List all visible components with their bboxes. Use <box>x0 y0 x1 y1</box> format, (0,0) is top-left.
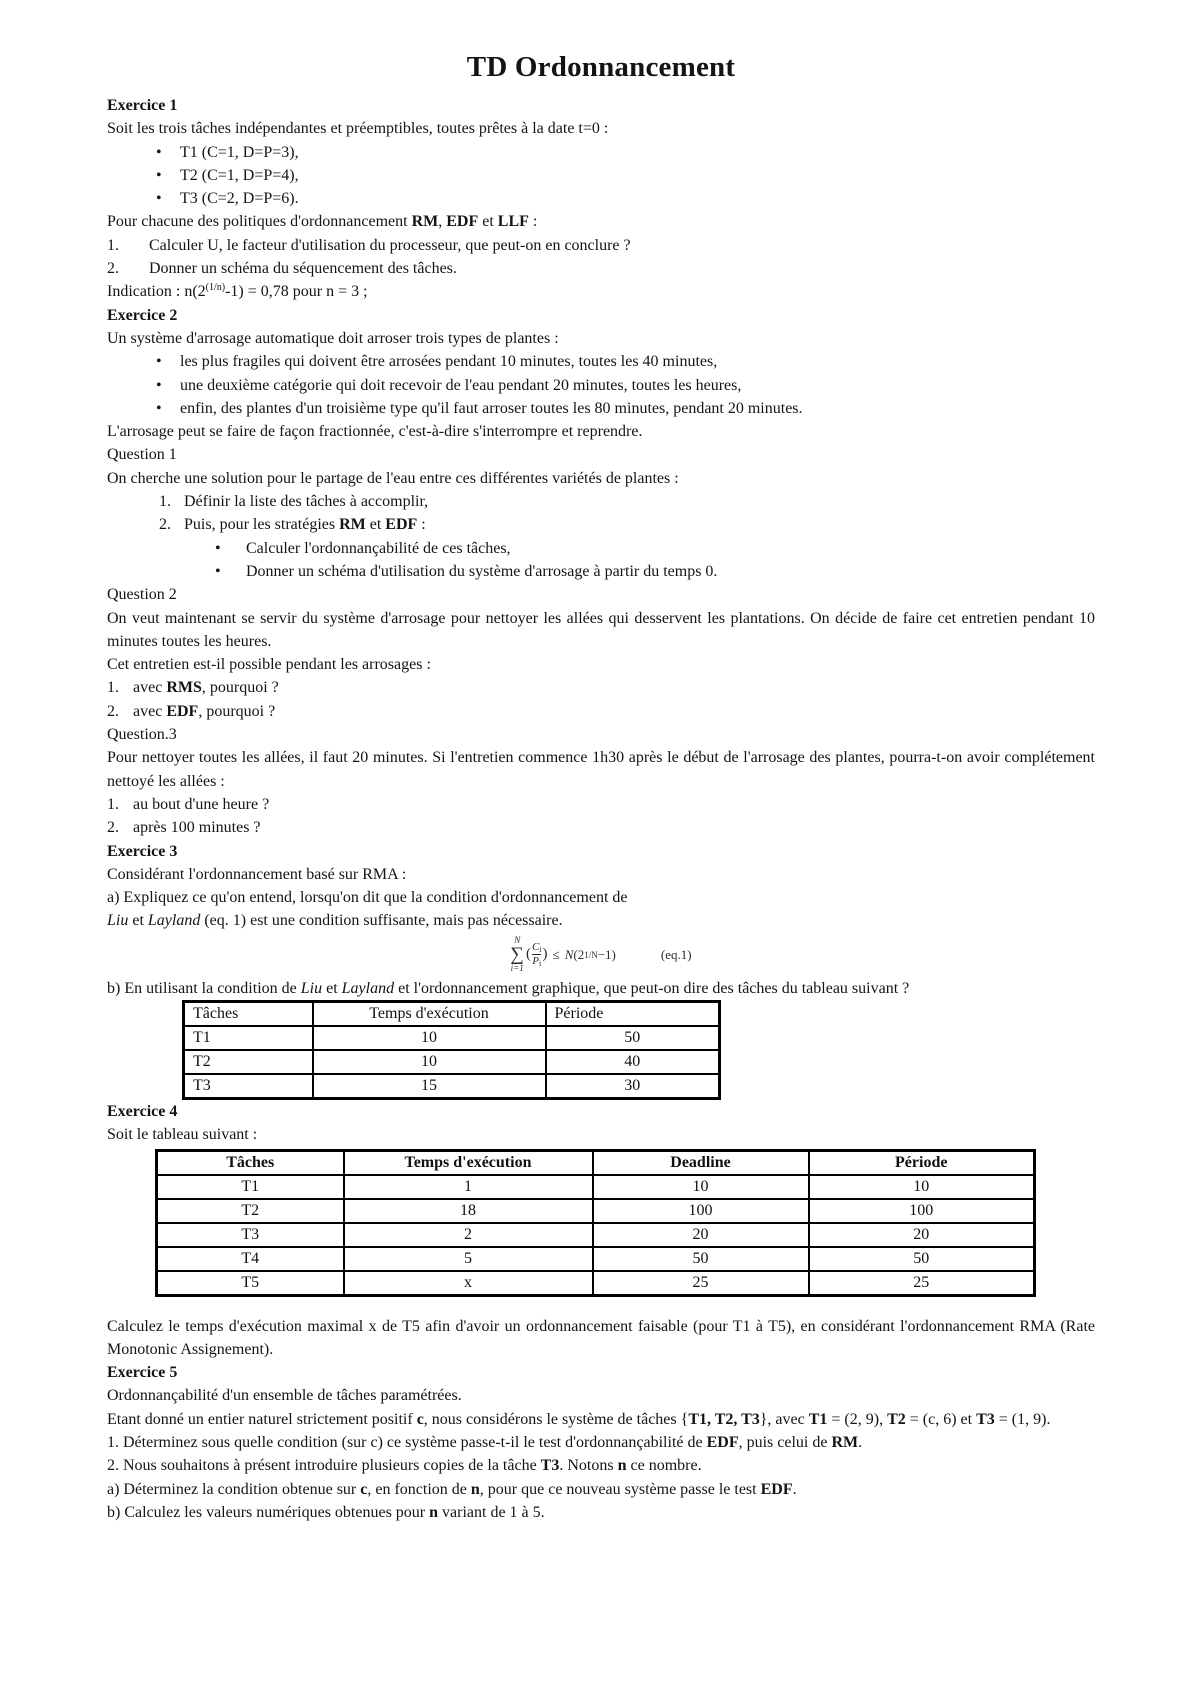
bullet-icon: • <box>156 143 162 161</box>
table-cell: 20 <box>809 1223 1035 1247</box>
param-n: n <box>617 1457 627 1475</box>
sum-upper-limit: N <box>514 935 521 946</box>
ex3-paragraph <box>107 909 1095 932</box>
text-run: a) Déterminez la condition obtenue sur <box>107 1480 361 1498</box>
column-header: Période <box>546 1001 720 1026</box>
param-c: c <box>416 1410 424 1428</box>
q3-numbered-item <box>107 816 1095 839</box>
item-number: 1. <box>107 236 119 254</box>
item-number: 2. <box>107 702 119 720</box>
column-header: Tâches <box>157 1150 344 1175</box>
ex2-intro: Un système d'arrosage automatique doit arroser trois types de plantes : <box>107 329 559 347</box>
item-number: 2. <box>107 260 119 278</box>
ex2-bullet-item <box>156 374 1095 397</box>
param-n: n <box>429 1503 439 1521</box>
ex5-heading: Exercice 5 <box>107 1364 178 1382</box>
text-run: Puis, pour les stratégies <box>184 516 340 534</box>
table-cell: 100 <box>809 1199 1035 1223</box>
table-cell: 25 <box>809 1271 1035 1296</box>
table-cell: 5 <box>344 1247 593 1271</box>
table-cell: 40 <box>546 1050 720 1074</box>
equation-1 <box>107 933 1095 977</box>
text-run: . <box>792 1480 797 1498</box>
table-cell: 10 <box>593 1175 809 1199</box>
task-t2: T2 <box>887 1410 906 1428</box>
text-run: Indication : n(2 <box>107 283 206 301</box>
ex1-intro: Soit les trois tâches indépendantes et préemptibles, toutes prêtes à la date t=0 : <box>107 120 609 138</box>
ex3-paragraph: Considérant l'ordonnancement basé sur RMA : <box>107 865 407 883</box>
author-liu: Liu <box>300 979 323 997</box>
table-cell: 15 <box>313 1074 546 1099</box>
table-cell: T3 <box>184 1074 313 1099</box>
ex4-question: Calculez le temps d'exécution maximal x de T5 afin d'avoir un ordonnancement faisable (pour T1 à T5), en considérant l'ordonnancement RMA (Rate Monotonic Assignement). <box>107 1317 1095 1358</box>
bullet-icon: • <box>156 399 162 417</box>
table-cell: 10 <box>313 1026 546 1050</box>
table-cell: 100 <box>593 1199 809 1223</box>
text-run: avec <box>133 702 167 720</box>
ex2-after-bullets: L'arrosage peut se faire de façon fractionnée, c'est-à-dire s'interrompre et reprendre. <box>107 423 643 441</box>
task-t3: T3 <box>540 1457 560 1475</box>
text-run: variant de 1 à 5. <box>438 1503 545 1521</box>
open-paren: ( <box>525 946 531 963</box>
param-n: n <box>470 1480 480 1498</box>
table-cell: T2 <box>157 1199 344 1223</box>
column-header: Période <box>809 1150 1035 1175</box>
bullet-icon: • <box>156 376 162 394</box>
table-cell: 10 <box>809 1175 1035 1199</box>
bullet-icon: • <box>215 539 221 557</box>
text-run: -1) = 0,78 pour n = 3 ; <box>225 283 368 301</box>
ex5-item <box>107 1501 1095 1524</box>
text-run: , <box>438 213 447 231</box>
text-run: , pourquoi ? <box>201 679 279 697</box>
column-header: Temps d'exécution <box>344 1150 593 1175</box>
bullet-icon: • <box>215 562 221 580</box>
table-cell: 25 <box>593 1271 809 1296</box>
text-run: . Notons <box>559 1457 618 1475</box>
close-paren: ) <box>542 946 548 963</box>
acronym-llf: LLF <box>497 213 529 231</box>
table-row <box>184 1074 720 1099</box>
ex5-item <box>107 1454 1095 1477</box>
table-cell: 50 <box>546 1026 720 1050</box>
q2-numbered-item <box>107 676 1095 699</box>
item-number: 1. <box>107 795 119 813</box>
table-cell: 18 <box>344 1199 593 1223</box>
rhs-tail: −1) <box>597 946 616 962</box>
item-number: 2. <box>159 516 171 534</box>
text-run: }, avec <box>759 1410 809 1428</box>
table-cell: 1 <box>344 1175 593 1199</box>
table-row <box>157 1175 1035 1199</box>
table-row <box>184 1026 720 1050</box>
q3-numbered-item <box>107 793 1095 816</box>
ex2-heading: Exercice 2 <box>107 306 178 324</box>
ex5-item <box>107 1431 1095 1454</box>
q1-sub-bullet <box>215 537 1095 560</box>
sub-bullet-text: Calculer l'ordonnançabilité de ces tâches, <box>246 539 511 557</box>
ex3-heading: Exercice 3 <box>107 842 178 860</box>
item-text <box>133 700 275 723</box>
author-liu: Liu <box>107 912 129 930</box>
q1-intro: On cherche une solution pour le partage de l'eau entre ces différentes variétés de plantes : <box>107 469 679 487</box>
item-number: 1. <box>159 493 171 511</box>
fraction-ci-pi <box>532 942 542 968</box>
table-row <box>157 1271 1035 1296</box>
ex1-numbered-item <box>107 234 1095 257</box>
sum-lower-limit: i=1 <box>510 963 524 974</box>
text-run: , pourquoi ? <box>198 702 276 720</box>
acronym-edf: EDF <box>760 1480 793 1498</box>
q2-paragraph: Cet entretien est-il possible pendant les arrosages : <box>107 656 431 674</box>
table-cell: T3 <box>157 1223 344 1247</box>
task-t3: T3 <box>976 1410 995 1428</box>
ex1-indication <box>107 280 1095 303</box>
item-text: Définir la liste des tâches à accomplir, <box>184 493 429 511</box>
table-cell: 50 <box>593 1247 809 1271</box>
param-c: c <box>360 1480 368 1498</box>
text-run: , en fonction de <box>367 1480 471 1498</box>
ex3-paragraph: a) Expliquez ce qu'on entend, lorsqu'on dit que la condition d'ordonnancement de <box>107 889 628 907</box>
table-cell: 2 <box>344 1223 593 1247</box>
ex4-intro: Soit le tableau suivant : <box>107 1126 258 1144</box>
text-run: et <box>478 213 498 231</box>
item-text: Donner un schéma du séquencement des tâches. <box>149 260 457 278</box>
q1-sub-bullet <box>215 560 1095 583</box>
table-cell: 50 <box>809 1247 1035 1271</box>
item-text: après 100 minutes ? <box>133 819 261 837</box>
ex1-bullet-item <box>156 141 1095 164</box>
q2-paragraph: On veut maintenant se servir du système d'arrosage pour nettoyer les allées qui desservent les plantations. On décide de faire cet entretien pendant 10 minutes toutes les heures. <box>107 609 1095 650</box>
text-run: , puis celui de <box>738 1434 832 1452</box>
fraction-numerator: Ci <box>531 940 542 954</box>
item-text: Calculer U, le facteur d'utilisation du processeur, que peut-on en conclure ? <box>149 236 631 254</box>
text-run: 1. Déterminez sous quelle condition (sur c) ce système passe-t-il le test d'ordonnançabilité de <box>107 1434 707 1452</box>
text-run: , nous considérons le système de tâches { <box>423 1410 689 1428</box>
table-cell: T2 <box>184 1050 313 1074</box>
leq-symbol: ≤ <box>552 946 560 962</box>
item-text <box>184 513 426 536</box>
table-header-row <box>157 1150 1035 1175</box>
ex1-heading: Exercice 1 <box>107 97 178 114</box>
table-cell: T1 <box>157 1175 344 1199</box>
text-run: = (c, 6) et <box>905 1410 977 1428</box>
ex2-bullet-text: les plus fragiles qui doivent être arrosées pendant 10 minutes, toutes les 40 minutes, <box>180 353 718 371</box>
author-layland: Layland <box>341 979 395 997</box>
text-run: b) Calculez les valeurs numériques obtenues pour <box>107 1503 430 1521</box>
ex5-paragraph: Ordonnançabilité d'un ensemble de tâches paramétrées. <box>107 1387 462 1405</box>
equation-label: (eq.1) <box>660 946 692 962</box>
table-row <box>157 1223 1035 1247</box>
q3-heading: Question.3 <box>107 726 177 744</box>
exponent: (1/n) <box>205 282 226 294</box>
ex1-bullet-text: T3 (C=2, D=P=6). <box>180 190 299 208</box>
q2-numbered-item <box>107 700 1095 723</box>
bullet-icon: • <box>156 190 162 208</box>
page-title: TD Ordonnancement <box>466 51 736 83</box>
table-cell: x <box>344 1271 593 1296</box>
ex1-bullet-item <box>156 187 1095 210</box>
sub-bullet-text: Donner un schéma d'utilisation du système d'arrosage à partir du temps 0. <box>246 562 718 580</box>
q3-paragraph: Pour nettoyer toutes les allées, il faut 20 minutes. Si l'entretien commence 1h30 après le début de l'arrosage des plantes, pourra-t-on avoir complétement nettoyé les allées : <box>107 749 1095 790</box>
q1-numbered-item <box>159 490 1095 513</box>
task-set: T1, T2, T3 <box>688 1410 760 1428</box>
ex2-bullet-item <box>156 397 1095 420</box>
text-run: = (1, 9). <box>994 1410 1051 1428</box>
task-t1: T1 <box>808 1410 828 1428</box>
text-run: et <box>128 912 148 930</box>
q2-heading: Question 2 <box>107 586 177 604</box>
acronym-rm: RM <box>411 213 439 231</box>
text-run: , pour que ce nouveau système passe le test <box>479 1480 761 1498</box>
table-row <box>157 1199 1035 1223</box>
table-cell: 10 <box>313 1050 546 1074</box>
text-run: = (2, 9), <box>827 1410 888 1428</box>
ex5-item <box>107 1478 1095 1501</box>
text-run: b) En utilisant la condition de <box>107 979 301 997</box>
item-text <box>133 676 279 699</box>
text-run: : <box>417 516 426 534</box>
rhs-exponent: 1/N <box>584 949 598 960</box>
column-header: Deadline <box>593 1150 809 1175</box>
text-run: 2. Nous souhaitons à présent introduire plusieurs copies de la tâche <box>107 1457 541 1475</box>
table-cell: T1 <box>184 1026 313 1050</box>
q1-numbered-item <box>159 513 1095 536</box>
table-row <box>157 1247 1035 1271</box>
acronym-rm: RM <box>339 516 366 534</box>
ex1-bullet-item <box>156 164 1095 187</box>
ex2-bullet-text: une deuxième catégorie qui doit recevoir de l'eau pendant 20 minutes, toutes les heures, <box>180 376 742 394</box>
bullet-icon: • <box>156 166 162 184</box>
ex2-bullet-text: enfin, des plantes d'un troisième type qu'il faut arroser toutes les 80 minutes, pendant 20 minutes. <box>180 399 803 417</box>
ex1-bullet-text: T2 (C=1, D=P=4), <box>180 166 299 184</box>
acronym-rm: RM <box>831 1434 859 1452</box>
acronym-edf: EDF <box>446 213 479 231</box>
table-header-row <box>184 1001 720 1026</box>
text-run: : <box>528 213 538 231</box>
ex3-task-table <box>182 1000 721 1100</box>
ex1-bullet-text: T1 (C=1, D=P=3), <box>180 143 299 161</box>
table-cell: T4 <box>157 1247 344 1271</box>
text-run: et l'ordonnancement graphique, que peut-on dire des tâches du tableau suivant ? <box>394 979 910 997</box>
author-layland: Layland <box>147 912 201 930</box>
table-cell: 30 <box>546 1074 720 1099</box>
text-run: Etant donné un entier naturel strictement positif <box>107 1410 417 1428</box>
table-cell: 20 <box>593 1223 809 1247</box>
acronym-edf: EDF <box>385 516 418 534</box>
sigma-icon: ∑ <box>510 944 524 966</box>
rhs-open: (2 <box>573 946 585 962</box>
text-run: (eq. 1) est une condition suffisante, mais pas nécessaire. <box>200 912 563 930</box>
table-row <box>184 1050 720 1074</box>
item-text: au bout d'une heure ? <box>133 795 270 813</box>
ex1-numbered-item <box>107 257 1095 280</box>
acronym-edf: EDF <box>166 702 199 720</box>
ex4-task-table <box>155 1149 1036 1297</box>
text-run: et <box>322 979 342 997</box>
item-number: 1. <box>107 679 119 697</box>
fraction-denominator: Pi <box>532 954 542 968</box>
column-header: Temps d'exécution <box>313 1001 546 1026</box>
acronym-rms: RMS <box>166 679 202 697</box>
summation-symbol <box>510 936 524 973</box>
ex1-policies <box>107 210 1095 233</box>
table-cell: T5 <box>157 1271 344 1296</box>
text-run: avec <box>133 679 167 697</box>
bullet-icon: • <box>156 353 162 371</box>
text-run: et <box>365 516 386 534</box>
q1-heading: Question 1 <box>107 446 177 464</box>
acronym-edf: EDF <box>706 1434 739 1452</box>
rhs-n: N <box>564 946 574 962</box>
column-header: Tâches <box>184 1001 313 1026</box>
text-run: . <box>858 1434 863 1452</box>
text-run: Pour chacune des politiques d'ordonnancement <box>107 213 412 231</box>
ex4-heading: Exercice 4 <box>107 1102 178 1120</box>
ex5-paragraph <box>107 1408 1095 1431</box>
item-number: 2. <box>107 819 119 837</box>
ex2-bullet-item <box>156 350 1095 373</box>
text-run: ce nombre. <box>626 1457 702 1475</box>
ex3-paragraph <box>107 977 1095 1000</box>
